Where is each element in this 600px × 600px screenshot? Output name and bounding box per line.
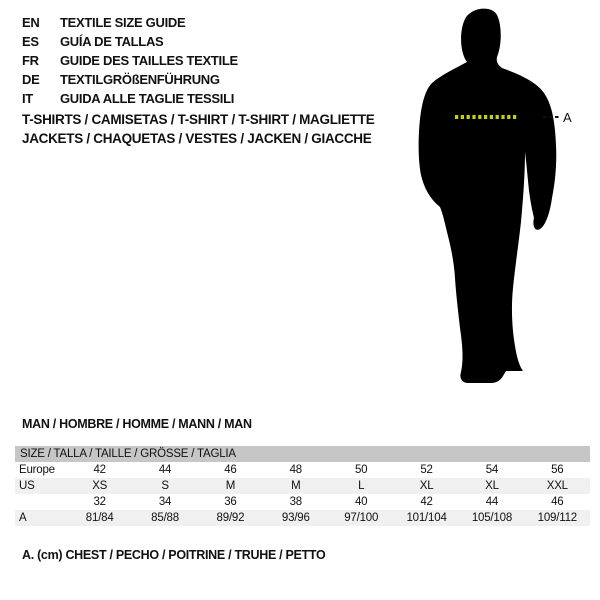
- language-title: TEXTILGRÖßENFÜHRUNG: [60, 72, 220, 87]
- size-table: [15, 446, 590, 526]
- language-row-de: [22, 70, 238, 89]
- language-title: GUÍA DE TALLAS: [60, 34, 164, 49]
- section-title-man: MAN / HOMBRE / HOMME / MANN / MAN: [22, 417, 252, 431]
- size-cell: 93/96: [281, 512, 310, 524]
- size-cell: 105/108: [471, 512, 513, 524]
- size-cell: XS: [92, 480, 108, 492]
- size-cell: 52: [420, 464, 433, 476]
- size-cell: XL: [419, 480, 434, 492]
- size-cell: 40: [354, 496, 368, 508]
- size-cell: S: [161, 480, 169, 492]
- size-cell: XXL: [546, 480, 568, 492]
- size-cell: 101/104: [406, 512, 447, 524]
- size-table-row-chest-a: [15, 510, 590, 526]
- row-label: [15, 494, 67, 510]
- language-code: FR: [22, 53, 39, 68]
- man-silhouette: [419, 9, 557, 383]
- language-code: DE: [22, 72, 40, 87]
- size-cell: 44: [485, 496, 499, 508]
- size-cell: 89/92: [216, 512, 245, 524]
- language-row-en: [22, 13, 238, 32]
- size-cell: 50: [354, 464, 368, 476]
- size-cell: 56: [551, 464, 564, 476]
- man-silhouette-figure: [400, 0, 600, 410]
- footnote-chest: A. (cm) CHEST / PECHO / POITRINE / TRUHE / PETTO: [22, 548, 326, 562]
- size-cell: 97/100: [344, 512, 379, 524]
- language-list: [22, 13, 238, 108]
- size-cell: M: [225, 480, 236, 492]
- size-cell: 46: [224, 464, 237, 476]
- language-row-fr: [22, 51, 238, 70]
- measure-label-a: A: [563, 110, 572, 125]
- size-cell: 34: [158, 496, 172, 508]
- row-label: Europe: [19, 464, 55, 476]
- language-code: EN: [22, 15, 40, 30]
- size-cell: 44: [158, 464, 172, 476]
- category-line-jackets: JACKETS / CHAQUETAS / VESTES / JACKEN / GIACCHE: [22, 131, 372, 146]
- language-code: ES: [22, 34, 39, 49]
- size-cell: M: [291, 480, 301, 492]
- language-title: GUIDE DES TAILLES TEXTILE: [60, 53, 238, 68]
- size-cell: 32: [93, 496, 106, 508]
- size-cell: 85/88: [151, 512, 179, 524]
- language-code: IT: [22, 91, 33, 106]
- language-title: TEXTILE SIZE GUIDE: [60, 15, 186, 30]
- language-row-it: [22, 89, 238, 108]
- size-cell: XL: [485, 480, 499, 492]
- category-line-tshirts: T-SHIRTS / CAMISETAS / T-SHIRT / T-SHIRT / MAGLIETTE: [22, 112, 375, 127]
- row-label: US: [19, 480, 35, 492]
- size-cell: 36: [224, 496, 237, 508]
- size-table-header: SIZE / TALLA / TAILLE / GRÖSSE / TAGLIA: [15, 446, 590, 462]
- size-table-row-us: [15, 478, 590, 494]
- language-title: GUIDA ALLE TAGLIE TESSILI: [60, 91, 235, 106]
- row-label: A: [19, 512, 27, 524]
- size-table-row-europe: [15, 462, 590, 478]
- category-list: [22, 110, 374, 148]
- size-cell: 109/112: [537, 512, 577, 524]
- size-table-row-numeric: [15, 494, 590, 510]
- size-cell: L: [358, 480, 365, 492]
- size-cell: 54: [485, 464, 499, 476]
- size-cell: 42: [420, 496, 433, 508]
- size-cell: 81/84: [85, 512, 114, 524]
- size-cell: 38: [289, 496, 303, 508]
- size-cell: 46: [551, 496, 564, 508]
- size-cell: 42: [93, 464, 106, 476]
- language-row-es: [22, 32, 238, 51]
- size-cell: 48: [289, 464, 303, 476]
